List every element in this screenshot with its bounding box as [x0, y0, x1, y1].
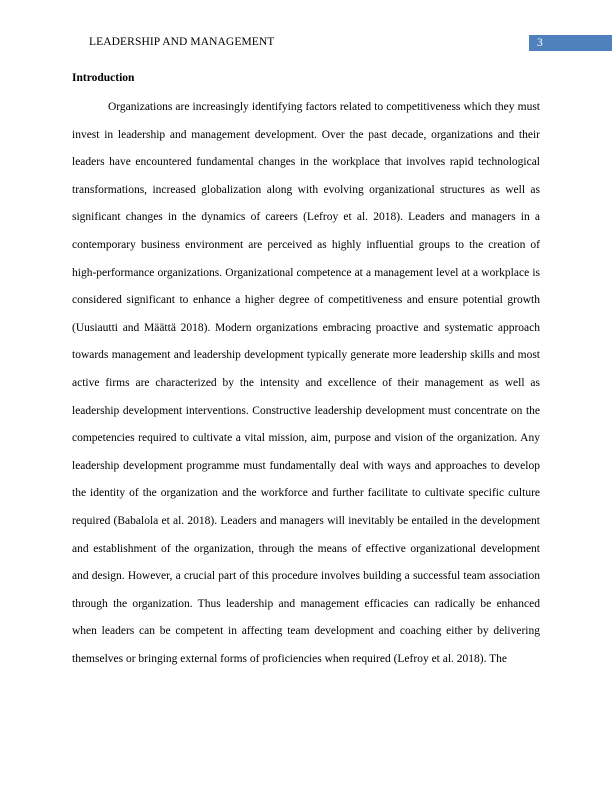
- page-number-bar: [529, 35, 612, 51]
- running-head: LEADERSHIP AND MANAGEMENT: [89, 36, 275, 48]
- section-heading: Introduction: [72, 72, 135, 84]
- body-paragraph: Organizations are increasingly identifying factors related to competitiveness which they must invest in leadership and management development. Over the past decade, organizations and their leaders have encountered fundamental changes in the workplace that involves rapid technological transformations, increased globalization along with evolving organizational structures as well as significant changes in the dynamics of careers (Lefroy et al. 2018). Leaders and managers in a contemporary business environment are perceived as highly influential groups to the creation of high-performance organizations. Organizational competence at a management level at a workplace is considered significant to enhance a higher degree of competitiveness and ensure potential growth (Uusiautti and Määttä 2018). Modern organizations embracing proactive and systematic approach towards management and leadership development typically generate more leadership skills and most active firms are characterized by the intensity and excellence of their management as well as leadership development interventions. Constructive leadership development must concentrate on the competencies required to cultivate a vital mission, aim, purpose and vision of the organization. Any leadership development programme must fundamentally deal with ways and approaches to develop the identity of the organization and the workforce and further facilitate to cultivate specific culture required (Babalola et al. 2018). Leaders and managers will inevitably be entailed in the development and establishment of the organization, through the means of effective organizational development and design. However, a crucial part of this procedure involves building a successful team association through the organization. Thus leadership and management efficacies can radically be enhanced when leaders can be competent in affecting team development and coaching either by delivering themselves or bringing external forms of proficiencies when required (Lefroy et al. 2018). The: [72, 101, 540, 665]
- page-number: 3: [537, 37, 543, 49]
